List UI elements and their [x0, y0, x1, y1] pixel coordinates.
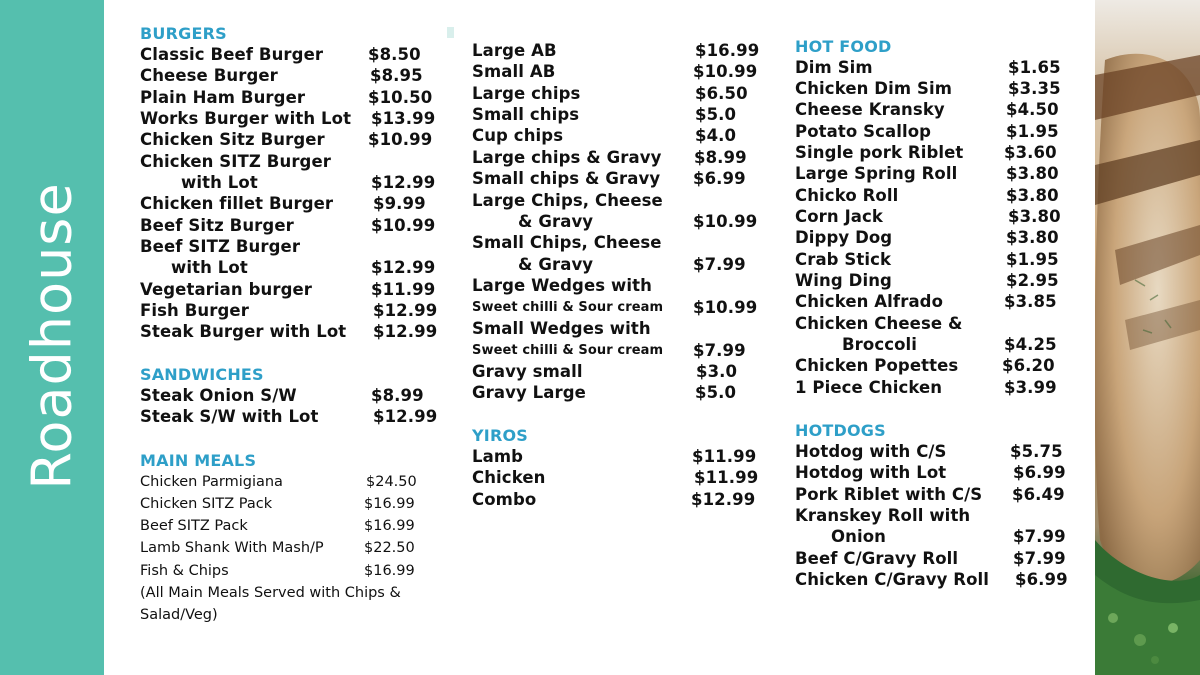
item-name: Lamb Shank With Mash/P	[140, 540, 324, 556]
item-name: Large Spring Roll	[795, 164, 958, 183]
item-name: Small AB	[472, 62, 556, 81]
item-name: Large chips	[472, 84, 581, 103]
item-name-line2: with Lot	[181, 173, 258, 192]
item-price: $3.80	[1008, 207, 1061, 226]
item-price: $7.99	[1013, 549, 1066, 568]
item-name: Fish Burger	[140, 301, 249, 320]
item-price: $6.50	[695, 84, 748, 103]
item-name: Chicken Alfrado	[795, 292, 944, 311]
item-name: Chicken	[472, 468, 546, 487]
item-price: $3.85	[1004, 292, 1057, 311]
item-name: Cheese Kransky	[795, 100, 945, 119]
item-name: Large AB	[472, 41, 557, 60]
item-name: Potato Scallop	[795, 122, 932, 141]
item-name-line2: Onion	[831, 527, 887, 546]
item-name: Combo	[472, 490, 537, 509]
item-price: $10.99	[371, 216, 436, 235]
item-price: $12.99	[371, 258, 436, 277]
item-name: Hotdog with Lot	[795, 463, 947, 482]
item-price: $12.99	[691, 490, 756, 509]
menu-column-1	[140, 0, 440, 675]
item-name: Chicken fillet Burger	[140, 194, 334, 213]
item-name: Wing Ding	[795, 271, 892, 290]
item-name-line2: Sweet chilli & Sour cream	[472, 300, 664, 315]
main-meals-note: (All Main Meals Served with Chips & Salad/Veg)	[140, 585, 401, 623]
item-name: 1 Piece Chicken	[795, 378, 943, 397]
item-name: Steak S/W with Lot	[140, 407, 319, 426]
item-name-line2: & Gravy	[518, 255, 594, 274]
item-name: Vegetarian burger	[140, 280, 313, 299]
item-price: $3.35	[1008, 79, 1061, 98]
item-name: Dim Sim	[795, 58, 873, 77]
item-price: $12.99	[373, 407, 438, 426]
item-name: Chicken Dim Sim	[795, 79, 953, 98]
menu-column-3	[795, 0, 1085, 675]
item-price: $4.50	[1006, 100, 1059, 119]
item-price: $8.99	[371, 386, 424, 405]
item-price: $13.99	[371, 109, 436, 128]
item-name: Chicken Cheese &	[795, 314, 963, 333]
food-photo	[1095, 0, 1200, 675]
item-name: Chicken Parmigiana	[140, 474, 283, 490]
item-name: Large Wedges with	[472, 276, 652, 295]
item-name: Fish & Chips	[140, 563, 229, 579]
item-name: Beef C/Gravy Roll	[795, 549, 959, 568]
item-price: $8.50	[368, 45, 421, 64]
item-name-line2: & Gravy	[518, 212, 594, 231]
item-name: Chicko Roll	[795, 186, 899, 205]
item-name-line2: Broccoli	[842, 335, 918, 354]
item-price: $10.50	[368, 88, 433, 107]
item-price: $5.0	[695, 383, 737, 402]
item-price: $4.25	[1004, 335, 1057, 354]
item-name: Lamb	[472, 447, 524, 466]
item-name: Beef Sitz Burger	[140, 216, 294, 235]
item-name: Large Chips, Cheese	[472, 191, 663, 210]
item-price: $24.50	[366, 474, 417, 490]
item-price: $3.80	[1006, 164, 1059, 183]
section-title-sandwiches: SANDWICHES	[140, 365, 264, 384]
item-price: $11.99	[371, 280, 436, 299]
item-price: $11.99	[694, 468, 759, 487]
item-price: $10.99	[693, 212, 758, 231]
item-price: $3.0	[696, 362, 738, 381]
item-price: $8.99	[694, 148, 747, 167]
item-name: Crab Stick	[795, 250, 892, 269]
menu-column-2	[472, 0, 772, 675]
item-name-line2: Sweet chilli & Sour cream	[472, 343, 664, 358]
item-name: Classic Beef Burger	[140, 45, 324, 64]
item-price: $8.95	[370, 66, 423, 85]
item-name: Beef SITZ Pack	[140, 518, 248, 534]
brand-sidebar	[0, 0, 104, 675]
item-name: Chicken Sitz Burger	[140, 130, 325, 149]
item-name: Hotdog with C/S	[795, 442, 947, 461]
item-name: Steak Onion S/W	[140, 386, 297, 405]
item-price: $7.99	[693, 255, 746, 274]
item-price: $16.99	[364, 496, 415, 512]
grilled-chicken-image	[1095, 0, 1200, 675]
item-price: $1.95	[1006, 122, 1059, 141]
item-name: Cheese Burger	[140, 66, 278, 85]
item-name: Dippy Dog	[795, 228, 893, 247]
item-price: $2.95	[1006, 271, 1059, 290]
item-price: $3.80	[1006, 186, 1059, 205]
item-price: $1.95	[1006, 250, 1059, 269]
section-title-yiros: YIROS	[472, 426, 528, 445]
item-price: $6.49	[1012, 485, 1065, 504]
item-name: Single pork Riblet	[795, 143, 964, 162]
item-price: $3.60	[1004, 143, 1057, 162]
item-price: $4.0	[695, 126, 737, 145]
section-title-burgers: BURGERS	[140, 24, 227, 43]
decorative-mark	[447, 27, 454, 38]
item-name: Gravy Large	[472, 383, 586, 402]
item-price: $10.99	[693, 62, 758, 81]
item-price: $12.99	[373, 322, 438, 341]
item-price: $5.75	[1010, 442, 1063, 461]
item-name-line2: with Lot	[171, 258, 248, 277]
section-title-hot-food: HOT FOOD	[795, 37, 892, 56]
item-price: $3.99	[1004, 378, 1057, 397]
item-price: $12.99	[373, 301, 438, 320]
item-price: $6.99	[1015, 570, 1068, 589]
item-name: Large chips & Gravy	[472, 148, 662, 167]
item-name: Small chips	[472, 105, 580, 124]
item-price: $1.65	[1008, 58, 1061, 77]
item-price: $16.99	[364, 518, 415, 534]
item-price: $11.99	[692, 447, 757, 466]
item-name: Chicken SITZ Pack	[140, 496, 273, 512]
item-name: Small Chips, Cheese	[472, 233, 662, 252]
item-name: Corn Jack	[795, 207, 884, 226]
item-price: $16.99	[364, 563, 415, 579]
item-name: Pork Riblet with C/S	[795, 485, 983, 504]
item-name: Chicken SITZ Burger	[140, 152, 331, 171]
item-price: $7.99	[1013, 527, 1066, 546]
item-price: $6.99	[693, 169, 746, 188]
brand-title: Roadhouse	[20, 182, 84, 490]
item-price: $22.50	[364, 540, 415, 556]
section-title-hotdogs: HOTDOGS	[795, 421, 886, 440]
item-price: $5.0	[695, 105, 737, 124]
item-price: $10.99	[368, 130, 433, 149]
item-name: Steak Burger with Lot	[140, 322, 347, 341]
item-name: Works Burger with Lot	[140, 109, 352, 128]
item-name: Beef SITZ Burger	[140, 237, 301, 256]
section-title-main-meals: MAIN MEALS	[140, 451, 257, 470]
item-price: $10.99	[693, 298, 758, 317]
item-price: $6.99	[1013, 463, 1066, 482]
item-name: Small chips & Gravy	[472, 169, 661, 188]
item-price: $9.99	[373, 194, 426, 213]
item-price: $3.80	[1006, 228, 1059, 247]
item-price: $6.20	[1002, 356, 1055, 375]
item-name: Small Wedges with	[472, 319, 651, 338]
item-price: $12.99	[371, 173, 436, 192]
item-name: Cup chips	[472, 126, 564, 145]
item-name: Chicken Popettes	[795, 356, 959, 375]
item-name: Gravy small	[472, 362, 583, 381]
item-name: Plain Ham Burger	[140, 88, 306, 107]
item-price: $16.99	[695, 41, 760, 60]
item-name: Chicken C/Gravy Roll	[795, 570, 990, 589]
item-name: Kranskey Roll with	[795, 506, 971, 525]
item-price: $7.99	[693, 341, 746, 360]
